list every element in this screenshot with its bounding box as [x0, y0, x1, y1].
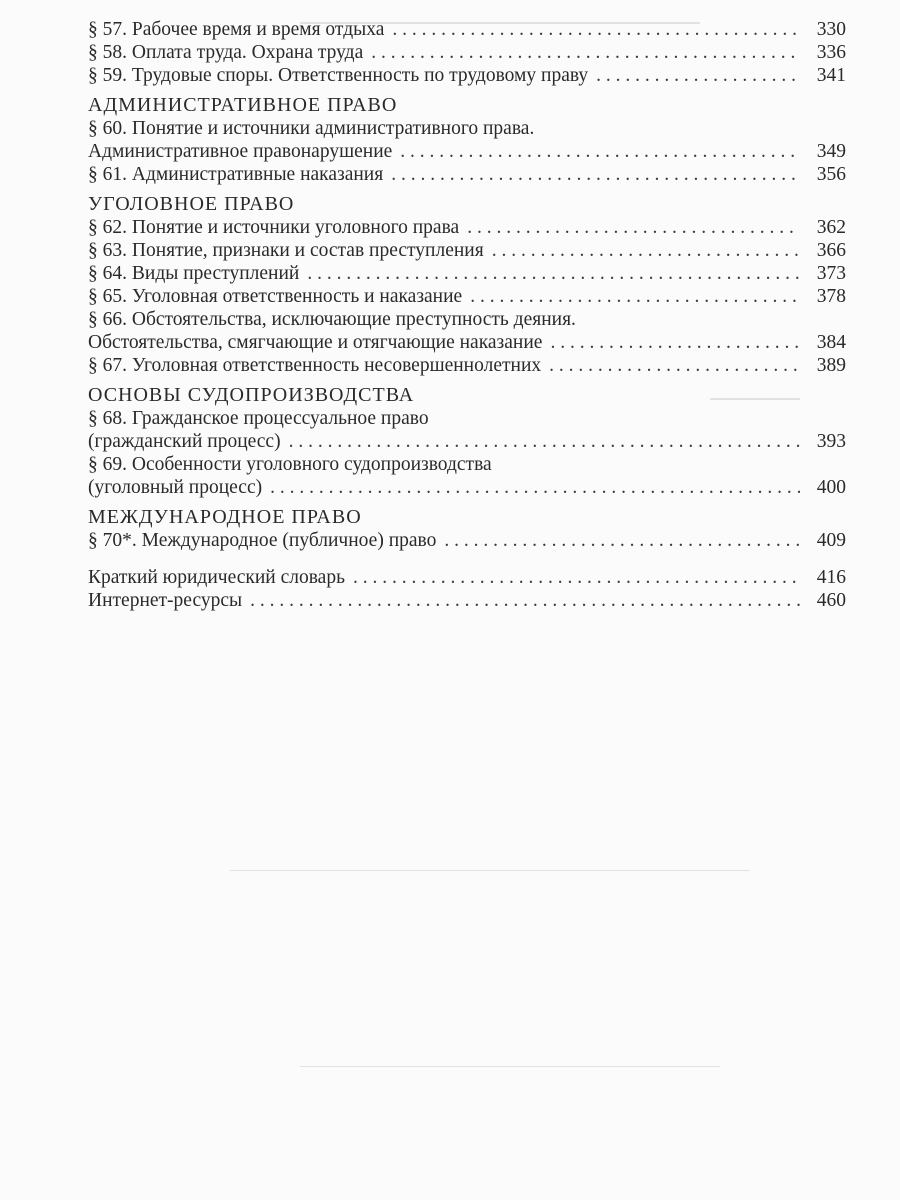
toc-entry-title: Административное правонарушение [88, 141, 393, 162]
toc-entry-title: § 70*. Международное (публичное) право [88, 530, 437, 551]
toc-entry-title: (уголовный процесс) [88, 477, 263, 498]
toc-entry-page: 366 [816, 240, 846, 261]
dot-leader [289, 430, 800, 453]
toc-section-criminal [88, 192, 846, 377]
toc-entry-title-line: § 69. Особенности уголовного судопроизводства [88, 454, 492, 475]
section-heading: МЕЖДУНАРОДНОЕ ПРАВО [88, 506, 362, 528]
toc-entry-title: (гражданский процесс) [88, 431, 281, 452]
dot-leader [549, 354, 800, 377]
spacer [88, 552, 846, 566]
section-heading: АДМИНИСТРАТИВНОЕ ПРАВО [88, 94, 398, 116]
dot-leader [307, 262, 800, 285]
toc-entry-page: 409 [816, 530, 846, 551]
toc-entry-title: § 61. Административные наказания [88, 164, 384, 185]
toc-entry-page: 393 [816, 431, 846, 452]
toc-entry-title: § 57. Рабочее время и время отдыха [88, 19, 385, 40]
toc-entry [88, 285, 846, 308]
toc-entry [88, 216, 846, 239]
toc-entry-page: 373 [816, 263, 846, 284]
table-of-contents [88, 18, 846, 612]
toc-section-procedure [88, 383, 846, 499]
toc-entry-title-line: § 68. Гражданское процессуальное право [88, 408, 429, 429]
dot-leader [400, 140, 800, 163]
toc-entry-title-line: § 60. Понятие и источники административного права. [88, 118, 535, 139]
dot-leader [250, 589, 800, 612]
dot-leader [596, 64, 800, 87]
toc-entry [88, 589, 846, 612]
toc-section-international [88, 505, 846, 552]
toc-entry-page: 384 [816, 332, 846, 353]
toc-block-labor [88, 18, 846, 87]
toc-entry-title: § 58. Оплата труда. Охрана труда [88, 42, 364, 63]
show-through-rule [230, 870, 750, 871]
toc-entry [88, 476, 846, 499]
toc-entry-title: Обстоятельства, смягчающие и отягчающие наказание [88, 332, 543, 353]
toc-entry-title: § 65. Уголовная ответственность и наказание [88, 286, 463, 307]
toc-entry-title: Краткий юридический словарь [88, 567, 345, 588]
toc-entry-title: § 63. Понятие, признаки и состав преступления [88, 240, 484, 261]
toc-entry [88, 566, 846, 589]
dot-leader [371, 41, 800, 64]
toc-section-administrative [88, 93, 846, 186]
toc-entry-page: 349 [816, 141, 846, 162]
dot-leader [270, 476, 800, 499]
dot-leader [392, 18, 800, 41]
section-heading: ОСНОВЫ СУДОПРОИЗВОДСТВА [88, 384, 415, 406]
section-heading: УГОЛОВНОЕ ПРАВО [88, 193, 295, 215]
toc-entry-page: 356 [816, 164, 846, 185]
toc-entry [88, 64, 846, 87]
toc-entry-title: § 64. Виды преступлений [88, 263, 300, 284]
toc-entry-page: 378 [816, 286, 846, 307]
toc-entry-page: 416 [816, 567, 846, 588]
toc-entry-page: 362 [816, 217, 846, 238]
toc-entry-title: § 62. Понятие и источники уголовного права [88, 217, 460, 238]
toc-entry-page: 400 [816, 477, 846, 498]
dot-leader [391, 163, 800, 186]
toc-entry [88, 140, 846, 163]
toc-entry-title: § 59. Трудовые споры. Ответственность по трудовому праву [88, 65, 589, 86]
dot-leader [444, 529, 800, 552]
toc-entry [88, 430, 846, 453]
toc-entry-title-line: § 66. Обстоятельства, исключающие преступность деяния. [88, 309, 576, 330]
toc-entry [88, 529, 846, 552]
toc-entry-title: Интернет-ресурсы [88, 590, 243, 611]
toc-entry-page: 330 [816, 19, 846, 40]
toc-entry [88, 163, 846, 186]
toc-entry-title: § 67. Уголовная ответственность несовершеннолетних [88, 355, 542, 376]
toc-entry-page: 460 [816, 590, 846, 611]
dot-leader [550, 331, 800, 354]
dot-leader [467, 216, 800, 239]
toc-appendix [88, 566, 846, 612]
dot-leader [470, 285, 800, 308]
toc-entry-page: 336 [816, 42, 846, 63]
toc-entry [88, 239, 846, 262]
toc-entry [88, 18, 846, 41]
toc-entry [88, 331, 846, 354]
toc-entry-page: 341 [816, 65, 846, 86]
show-through-rule [300, 1066, 720, 1067]
toc-entry [88, 41, 846, 64]
toc-entry-page: 389 [816, 355, 846, 376]
toc-entry [88, 354, 846, 377]
toc-entry [88, 262, 846, 285]
dot-leader [492, 239, 800, 262]
dot-leader [353, 566, 800, 589]
